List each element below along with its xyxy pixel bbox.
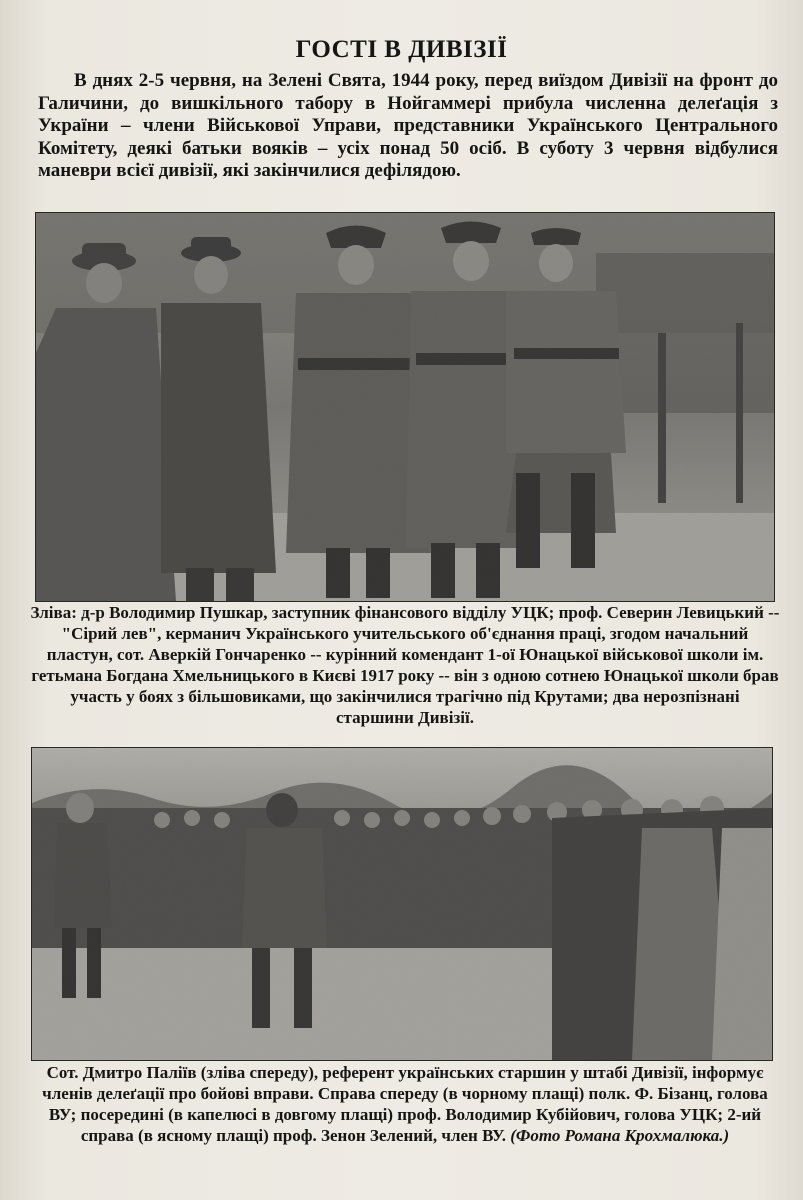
photo-delegation-briefing	[31, 747, 773, 1061]
photo-credit: (Фото Романа Крохмалюка.)	[510, 1126, 730, 1145]
page-title: ГОСТІ В ДИВІЗІЇ	[295, 36, 508, 63]
photo-caption-bottom-text: Сот. Дмитро Паліїв (зліва спереду), референт українських старшин у штабі Дивізії, інформує членів делеґації про бойові вправи. Справа спереду (в чорному плащі) полк. Ф. Бізанц, голова ВУ; посередині (в капелюсі в довгому плащі) проф. Володимир Кубійович, голова УЦК; 2-ий справа (в ясному плащі) проф. Зенон Зелений, член ВУ.	[42, 1063, 768, 1145]
photo-group-portrait-image	[36, 213, 774, 601]
photo-caption-top: Зліва: д-р Володимир Пушкар, заступник фінансового відділу УЦК; проф. Северин Левицький -- "Сірий лев", керманич Українського учительського об'єднання праці, згодом начальний пластун, сот. Аверкій Гончаренко -- курінний комендант 1-ої Юнацької військової школи ім. гетьмана Богдана Хмельницького в Києві 1917 року -- він з одною сотнею Юнацької школи брав участь у боях з більшовиками, що закінчилися трагічно під Крутами; два нерозпізнані старшини Дивізії.	[30, 603, 780, 727]
photo-delegation-briefing-image	[32, 748, 772, 1060]
photo-caption-bottom	[30, 1062, 780, 1146]
intro-paragraph: В днях 2-5 червня, на Зелені Свята, 1944 року, перед виїздом Дивізії на фронт до Галичини, до вишкільного табору в Нойгаммері прибула численна делеґація з України – члени Військової Управи, представники Українського Центрального Комітету, деякі батьки вояків – усіх понад 50 осіб. В суботу 3 червня відбулися маневри всієї дивізії, які закінчилися дефілядою.	[38, 70, 778, 181]
photo-group-portrait	[35, 212, 775, 602]
